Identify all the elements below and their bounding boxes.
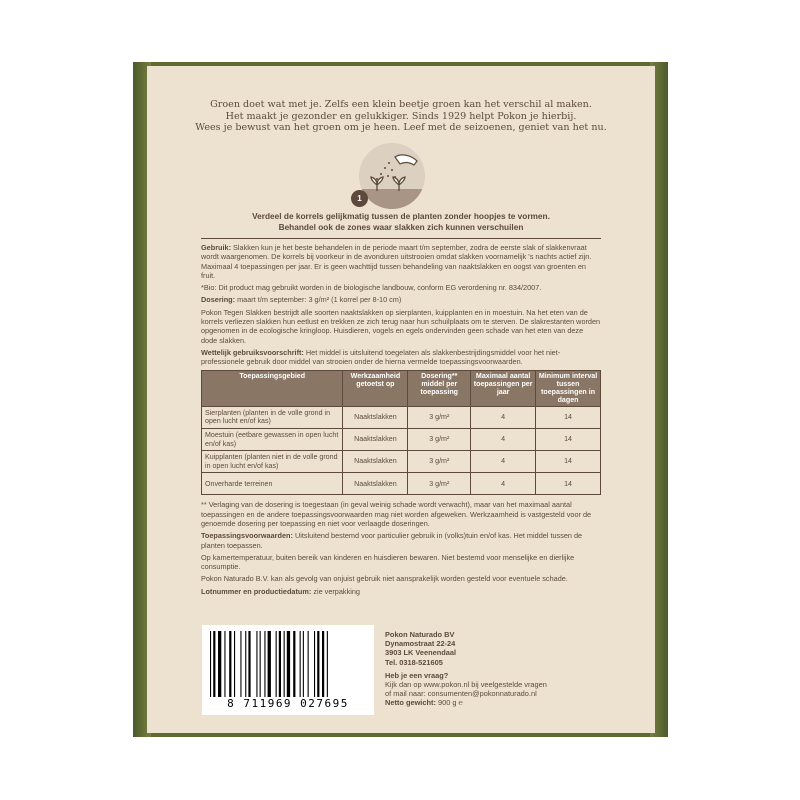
barcode-bar [218, 631, 221, 697]
lot-paragraph [201, 587, 601, 596]
table-cell: 14 [536, 406, 601, 428]
slogan-line: Wees je bewust van het groen om je heen. Leef met de seizoenen, geniet van het nu. [195, 122, 607, 133]
table-cell: Sierplanten (planten in de volle grond in open lucht en/of kas) [202, 406, 343, 428]
table-cell: Naaktslakken [343, 406, 408, 428]
storage-text: Op kamertemperatuur, buiten bereik van kinderen en huisdieren bewaren. Niet bestemd voor menselijke en dierlijke consumptie. [201, 552, 575, 572]
table-cell: 4 [471, 473, 536, 495]
company-phone [385, 658, 605, 667]
barcode-bar [300, 631, 301, 697]
contact-website[interactable]: Kijk dan op www.pokon.nl bij veelgestelde vragen [385, 680, 547, 690]
table-cell: 4 [471, 428, 536, 450]
barcode-bar [240, 631, 241, 697]
barcode-bar [224, 631, 225, 697]
usage-paragraph [201, 243, 601, 280]
conditions-paragraph [201, 531, 601, 550]
table-cell: Kuipplanten (planten niet in de volle grond in open lucht en/of kas) [202, 451, 343, 473]
table-cell: 3 g/m² [408, 406, 471, 428]
usage-text-block [201, 243, 601, 599]
table-cell: Naaktslakken [343, 451, 408, 473]
legal-paragraph [201, 348, 601, 367]
barcode-bar [268, 631, 271, 697]
column-header: Werkzaamheid getoetst op [343, 370, 408, 406]
barcode-bar [213, 631, 215, 697]
company-city [385, 648, 605, 657]
table-cell: 14 [536, 451, 601, 473]
conditions-label: Toepassingsvoorwaarden: [201, 531, 293, 541]
column-header: Minimum interval tussen toepassingen in dagen [536, 370, 601, 406]
barcode-bar [210, 631, 211, 697]
dosage-text: maart t/m september: 3 g/m² (1 korrel per 8-10 cm) [237, 295, 402, 305]
slogan-line: Groen doet wat met je. Zelfs een klein beetje groen kan het verschil al maken. [210, 99, 592, 110]
liability-text: Pokon Naturado B.V. kan als gevolg van onjuist gebruik niet aansprakelijk worden gesteld voor eventuele schade. [201, 574, 568, 584]
table-cell: 4 [471, 451, 536, 473]
barcode-bar [256, 631, 257, 697]
barcode-bar [314, 631, 315, 697]
barcode-bar [260, 631, 261, 697]
footnote: ** Verlaging van de dosering is toegestaan (in geval weinig schade wordt verwacht), maar van het maximaal aantal toepassingen en de andere toepassingsvoorwaarden mag niet worden afgeweken. Werkzaamheid is vastgesteld voor de genoemde dosering per toepassing en niet voor verlaagde doseringen. [201, 500, 592, 528]
sprinkling-seedlings-icon [359, 143, 425, 209]
barcode-number: 8 711969 027695 [227, 697, 349, 710]
barcode-bar [293, 631, 295, 697]
column-header: Toepassingsgebied [202, 370, 343, 406]
instruction-line: Verdeel de korrels gelijkmatig tussen de planten zonder hoopjes te vormen. [252, 211, 550, 221]
table-cell: 3 g/m² [408, 451, 471, 473]
barcode-bar [229, 631, 231, 697]
table-row [202, 451, 601, 473]
question-text: Heb je een vraag? [385, 670, 449, 680]
column-header: Dosering** middel per toepassing [408, 370, 471, 406]
question-heading [385, 671, 605, 680]
net-weight-value: 900 g ℮ [437, 698, 463, 708]
company-name [385, 630, 605, 639]
barcode-bar [264, 631, 265, 697]
barcode-bar [284, 631, 285, 697]
legal-text: Het middel is uitsluitend toegelaten als slakkenbestrijdingsmiddel voor het niet-professionele gebruik door middel van strooien onder de hierna vermelde toepassingsvoorwaarden. [201, 347, 561, 367]
usage-label: Gebruik: [201, 243, 232, 252]
table-header-row [202, 370, 601, 406]
barcode-bar [287, 631, 290, 697]
company-name-text: Pokon Naturado BV [385, 630, 455, 639]
conditions-text: Uitsluitend bestemd voor particulier gebruik in (volks)tuin en/of kas. Het middel tussen de planten toepassen. [201, 531, 583, 550]
company-street [385, 639, 605, 648]
table-cell: Naaktslakken [343, 428, 408, 450]
table-cell: 14 [536, 473, 601, 495]
description: Pokon Tegen Slakken bestrijdt alle soorten naaktslakken op sierplanten, kuipplanten en in moestuin. Na het eten van de korrels verliezen slakken hun eetlust en trekken ze zich terug naar hun schuilplaats om te sterven. De slakrestanten worden opgenomen in de ecologische kringloop. Huisdieren, vogels en egels ondervinden geen schade van het eten van deze dode slakken. [201, 307, 601, 345]
barcode-bar [234, 631, 235, 697]
label-panel [147, 66, 655, 733]
column-header: Maximaal aantal toepassingen per jaar [471, 370, 536, 406]
table-cell: Onverharde terreinen [202, 473, 343, 495]
table-cell: 3 g/m² [408, 473, 471, 495]
barcode-bar [327, 631, 328, 697]
divider [201, 238, 601, 239]
table-row [202, 473, 601, 495]
barcode-bar [322, 631, 324, 697]
usage-text: Slakken kun je het beste behandelen in de periode maart t/m september, zodra de eerste slak of slakkenvraat wordt waargenomen. De korrels bij voorkeur in de avonduren uitstrooien omdat slakken voornamelijk 's nachts actief zijn. Maximaal 4 toepassingen per jaar. Er is geen wachttijd tussen behandeling van naaktslakken en oogst van groenten en fruit. [201, 243, 592, 280]
table-cell: 4 [471, 406, 536, 428]
net-weight-label: Netto gewicht: [385, 698, 436, 708]
table-cell: 3 g/m² [408, 428, 471, 450]
barcode-bar [276, 631, 277, 697]
step-instruction [147, 211, 655, 233]
barcode-bar [317, 631, 319, 697]
lot-text: zie verpakking [313, 586, 360, 596]
lot-label: Lotnummer en productiedatum: [201, 586, 312, 596]
table-row [202, 428, 601, 450]
company-street-text: Dynamostraat 22-24 [385, 639, 456, 649]
net-weight [385, 698, 605, 707]
table-cell: Naaktslakken [343, 473, 408, 495]
contact-email[interactable]: of mail naar: consumenten@pokonnaturado.nl [385, 689, 537, 699]
dosage-table [201, 370, 601, 496]
legal-label: Wettelijk gebruiksvoorschrift: [201, 347, 304, 357]
table-row [202, 406, 601, 428]
barcode-bars [208, 631, 368, 697]
barcode-bar [248, 631, 250, 697]
slogan-line: Het maakt je gezonder en gelukkiger. Sinds 1929 helpt Pokon je hierbij. [225, 110, 577, 122]
company-city-text: 3903 LK Veenendaal [385, 648, 457, 658]
slogan [147, 99, 655, 134]
barcode-bar [308, 631, 309, 697]
barcode-bar [279, 631, 281, 697]
company-phone-text: Tel. 0318-521605 [385, 657, 443, 667]
dosage-label: Dosering: [201, 295, 236, 305]
barcode [202, 625, 374, 715]
step-number-badge: 1 [351, 190, 368, 207]
bio-note: *Bio: Dit product mag gebruikt worden in de biologische landbouw, conform EG verordening nr. 834/2007. [201, 283, 542, 293]
instruction-line: Behandel ook de zones waar slakken zich kunnen verschuilen [278, 222, 524, 232]
barcode-bar [303, 631, 304, 697]
barcode-bar [245, 631, 246, 697]
company-info [385, 630, 605, 708]
table-cell: Moestuin (eetbare gewassen in open lucht en/of kas) [202, 428, 343, 450]
dosage-paragraph [201, 295, 601, 304]
table-cell: 14 [536, 428, 601, 450]
